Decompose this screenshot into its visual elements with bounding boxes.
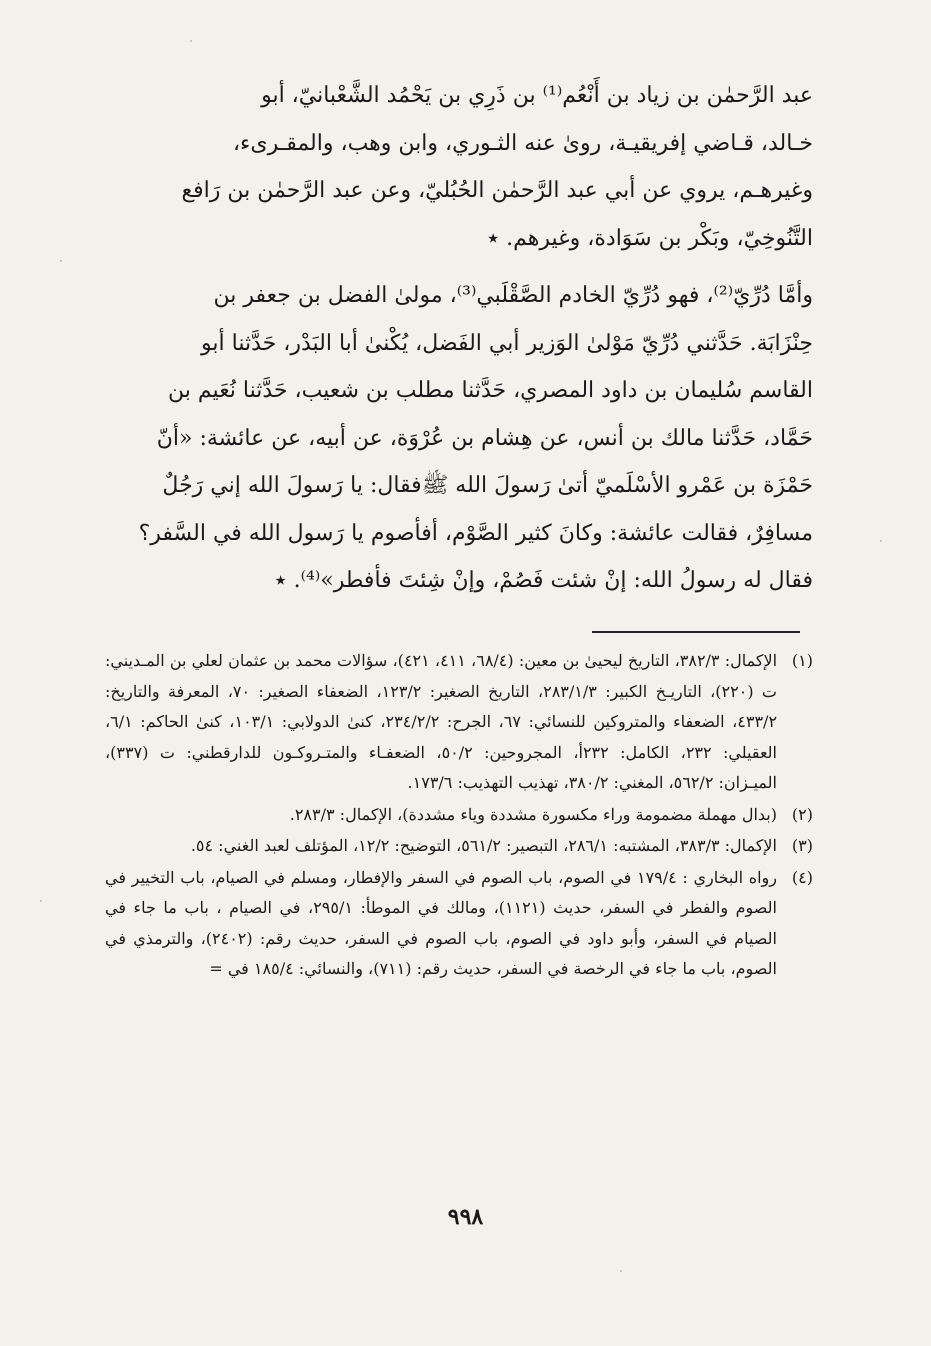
text-line: فقال له رسولُ الله: إنْ شئت فَصُمْ، وإنْ شِئتَ فأفطر»⁽⁴⁾. ٭ (274, 568, 813, 593)
footnote (105, 831, 813, 862)
scan-speck (880, 540, 882, 542)
scan-speck (620, 1270, 622, 1272)
footnote-number: (٣) (791, 836, 813, 855)
footnote-text: رواه البخاري : ١٧٩/٤ في الصوم، باب الصوم في السفر والإفطار، ومسلم في الصيام، باب التخيير في الصوم والفطر في السفر، حديث (١١٢١)، ومالك في الموطأ: ٢٩٥/١، في الصيام ، باب ما جاء في الصيام في السفر، وأبو داود في الصوم، باب الصوم في السفر، حديث رقم: (٢٤٠٢)، والترمذي في الصوم، باب ما جاء في الرخصة في السفر، حديث رقم: (٧١١)، والنسائي: ١٨٥/٤ في = (105, 867, 778, 978)
footnote-number: (١) (791, 651, 813, 670)
text-line: وأمَّا دُرِّيّ⁽²⁾، فهو دُرِّيّ الخادم الصَّقْلَبي⁽³⁾، مولىٰ الفضل بن جعفر بن (213, 283, 813, 308)
text-line: التَّنُوخِيّ، وبَكْر بن سَوَادة، وغيرهم. ٭ (487, 225, 813, 251)
footnote-text: الإكمال: ٣٨٣/٣، المشتبه: ٢٨٦/١، التبصير: ٥٦١/٢، التوضيح: ١٢/٢، المؤتلف لعبد الغني: ٥٤. (190, 836, 777, 855)
paragraph-durri (105, 272, 813, 605)
text-line: حِنْزَابَة. حَدَّثني دُرِّيّ مَوْلىٰ الوَزير أبي الفَضل، يُكْنىٰ أبا البَدْر، حَدَّثنا أبو (201, 330, 813, 356)
footnotes (105, 646, 813, 986)
footnote-text: الإكمال: ٣٨٢/٣، التاريخ ليحيىٰ بن معين: (٦٨/٤، ٤١١، ٤٢١)، سؤالات محمد بن عثمان لعلي بن المـديني: ت (٢٢٠)، التاريـخ الكبير: ٢٨٣/١/٣، التاريخ الصغير: ١٢٣/٢، الضعفاء الصغير: ٧٠، المعرفة والتاريخ: ٤٣٣/٢، الضعفاء والمتروكين للنسائي: ٦٧، الجرح: ٢٣٤/٢/٢، كنىٰ الدولابي: ١٠٣/١، كنىٰ الحاكم: ٦/١، العقيلي: ٢٣٢، الكامل: ٢٣٢أ، المجروحين: ٥٠/٢، الضعفـاء والمتـروكـون للدارقطني: ت (٣٣٧)، الميـزان: ٥٦٢/٢، المغني: ٣٨٠/٢، تهذيب التهذيب: ١٧٣/٦. (105, 651, 778, 792)
text-line: حَمَّاد، حَدَّثنا مالك بن أنس، عن هِشام بن عُرْوَة، عن أبيه، عن عائشة: «أنّ (156, 425, 813, 451)
footnote-number: (٤) (791, 867, 813, 887)
main-text (105, 72, 813, 615)
footnote-separator (592, 631, 800, 633)
footnote-text: (بدال مهملة مضمومة وراء مكسورة مشددة وياء مشددة)، الإكمال: ٢٨٣/٣. (289, 804, 777, 824)
text-line: عبد الرَّحمٰن بن زياد بن أَنْعُم⁽¹⁾ بن ذَرِي بن يَحْمُد الشَّعْبانيّ، أبو (261, 83, 813, 108)
scan-speck (190, 40, 192, 42)
scan-speck (60, 260, 62, 262)
footnote-number: (٢) (791, 804, 813, 824)
footnote (105, 800, 813, 831)
paragraph-abdulrahman (105, 72, 813, 262)
page-number: ٩٩٨ (447, 1204, 484, 1230)
text-line: وغيرهـم، يروي عن أبي عبد الرَّحمٰن الحُبُليّ، وعن عبد الرَّحمٰن بن رَافع (181, 178, 813, 203)
footnote (105, 863, 813, 985)
footnote (105, 646, 813, 799)
text-line: مسافِرٌ، فقالت عائشة: وكانَ كثير الصَّوْم، أفأصوم يا رَسول الله في السَّفر؟ (138, 520, 813, 546)
text-line: خـالد، قـاضي إفريقيـة، روىٰ عنه الثـوري، وابن وهب، والمقـرىء، (232, 130, 813, 156)
text-line: حَمْزَة بن عَمْرو الأسْلَميّ أتىٰ رَسولَ الله ﷺفقال: يا رَسولَ الله إني رَجُلٌ (162, 473, 813, 498)
scan-speck (40, 900, 42, 902)
text-line: القاسم سُليمان بن داود المصري، حَدَّثنا مطلب بن شعيب، حَدَّثنا نُعَيم بن (168, 378, 813, 403)
